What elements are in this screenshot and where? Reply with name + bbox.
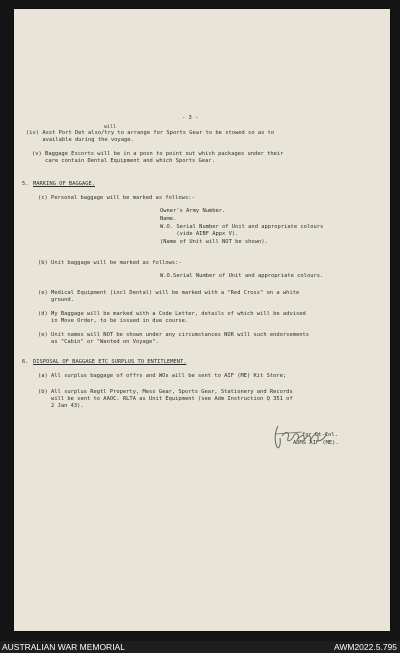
section-5-c-intro: (c) Personal baggage will be marked as follows:- — [38, 195, 195, 201]
reference-number: AWM2022.5.795 — [334, 642, 397, 652]
page-number: - 3 - — [182, 115, 199, 121]
item-iv-line-2: available during the voyage. — [26, 137, 134, 143]
section-6-b-line-2: will be sent to AAOC. RLTA as Unit Equipment (see Adm Instruction Q 351 of — [38, 396, 293, 402]
section-6-a: (a) All surplus baggage of offrs and WOs will be sent to AIF (ME) Kit Store; — [38, 373, 287, 379]
signature-appointment: ADMS AIF (ME). — [293, 440, 339, 446]
code-letter-line-1: (d) My Baggage will be marked with a Code Letter, details of which will be advised — [38, 311, 306, 317]
item-v-line-1: (v) Baggage Escorts will be in a posn to point out which packages under their — [32, 151, 284, 157]
section-5-heading: MARKING OF BAGGAGE. — [33, 181, 96, 187]
medical-equipment-line-2: ground. — [38, 297, 74, 303]
section-5-number: 5. — [22, 181, 29, 187]
section-6-b-line-1: (b) All surplus Regtl Property, Mess Gear, Sports Gear, Stationery and Records — [38, 389, 293, 395]
item-iv-line-1: (iv) Asst Port Det also/try to arrange for Sports Gear to be stowed so as to — [26, 130, 275, 136]
personal-marking-line-3: W.O. Serial Number of Unit and appropriate colours — [160, 224, 324, 230]
personal-marking-line-2: Name. — [160, 216, 177, 222]
section-6-heading: DISPOSAL OF BAGGAGE ETC SURPLUS TO ENTITLEMENT. — [33, 359, 187, 365]
unit-marking-line: W.O.Serial Number of Unit and appropriate colours. — [160, 273, 324, 279]
item-v-line-2: care contain Dental Equipment and which Sports Gear. — [32, 158, 215, 164]
unit-names-line-2: as "Cabin" or "Wanted on Voyage". — [38, 339, 159, 345]
institution-label: AUSTRALIAN WAR MEMORIAL — [2, 642, 125, 652]
document-page — [14, 9, 390, 631]
signature-rank: for Lt-Col. — [302, 432, 338, 438]
footer-bar — [0, 641, 400, 653]
personal-marking-line-5: (Name of Unit will NOT be shown). — [160, 239, 268, 245]
section-6-number: 6. — [22, 359, 29, 365]
medical-equipment-line-1: (e) Medical Equipment (incl Dental) will be marked with a "Red Cross" on a white — [38, 290, 300, 296]
section-5-unit-intro: (b) Unit baggage will be marked as follows:- — [38, 260, 182, 266]
unit-names-line-1: (e) Unit names will NOT be shown under any circumstances NOR will such endorsements — [38, 332, 310, 338]
code-letter-line-2: in Move Order, to be issued in due course. — [38, 318, 189, 324]
section-6-b-line-3: 2 Jan 43). — [38, 403, 84, 409]
item-iv-insertion: will — [104, 124, 117, 130]
personal-marking-line-4: (vide AIBF Appx V). — [160, 231, 239, 237]
personal-marking-line-1: Owner's Army Number. — [160, 208, 226, 214]
